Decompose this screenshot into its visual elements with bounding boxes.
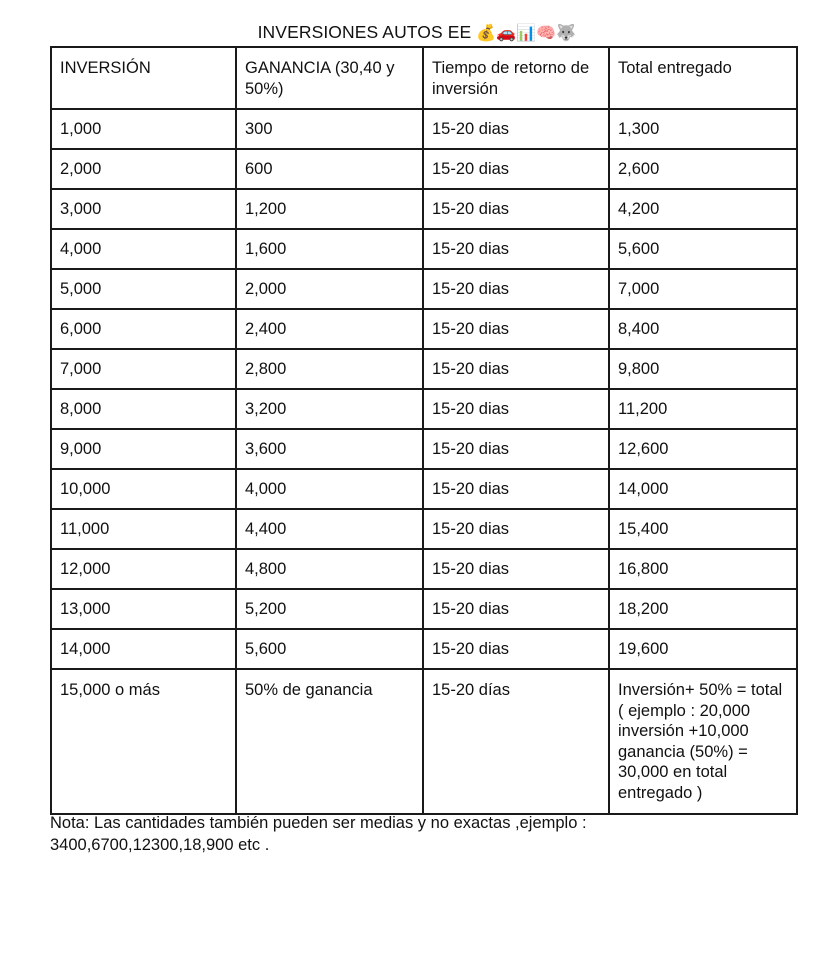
cell-ganancia: 2,000 (236, 269, 423, 309)
cell-total: 11,200 (609, 389, 797, 429)
cell-inversion: 2,000 (51, 149, 236, 189)
cell-total: 15,400 (609, 509, 797, 549)
cell-total: 16,800 (609, 549, 797, 589)
table-row (51, 109, 797, 149)
cell-ganancia: 2,800 (236, 349, 423, 389)
cell-tiempo: 15-20 dias (423, 149, 609, 189)
cell-total: 9,800 (609, 349, 797, 389)
cell-tiempo: 15-20 dias (423, 429, 609, 469)
cell-tiempo: 15-20 dias (423, 509, 609, 549)
cell-total: 19,600 (609, 629, 797, 669)
cell-ganancia: 1,600 (236, 229, 423, 269)
cell-ganancia: 5,200 (236, 589, 423, 629)
cell-ganancia: 3,600 (236, 429, 423, 469)
table-row (51, 309, 797, 349)
cell-inversion: 10,000 (51, 469, 236, 509)
cell-tiempo: 15-20 días (423, 669, 609, 814)
cell-inversion: 15,000 o más (51, 669, 236, 814)
table-row (51, 189, 797, 229)
header-inversion: INVERSIÓN (51, 47, 236, 109)
table-row (51, 629, 797, 669)
table-row (51, 469, 797, 509)
table-row (51, 389, 797, 429)
cell-total: 2,600 (609, 149, 797, 189)
cell-total: 1,300 (609, 109, 797, 149)
cell-inversion: 13,000 (51, 589, 236, 629)
cell-ganancia: 4,400 (236, 509, 423, 549)
cell-ganancia: 1,200 (236, 189, 423, 229)
cell-tiempo: 15-20 dias (423, 229, 609, 269)
cell-ganancia: 4,800 (236, 549, 423, 589)
cell-ganancia: 3,200 (236, 389, 423, 429)
money-bag-icon: 💰 (476, 25, 497, 42)
cell-inversion: 4,000 (51, 229, 236, 269)
cell-total: 8,400 (609, 309, 797, 349)
cell-total: 12,600 (609, 429, 797, 469)
cell-ganancia: 2,400 (236, 309, 423, 349)
cell-inversion: 9,000 (51, 429, 236, 469)
cell-inversion: 11,000 (51, 509, 236, 549)
header-total-entregado: Total entregado (609, 47, 797, 109)
cell-total: 5,600 (609, 229, 797, 269)
cell-tiempo: 15-20 dias (423, 389, 609, 429)
header-ganancia: GANANCIA (30,40 y 50%) (236, 47, 423, 109)
table-row (51, 589, 797, 629)
cell-ganancia: 600 (236, 149, 423, 189)
table-row (51, 149, 797, 189)
cell-inversion: 6,000 (51, 309, 236, 349)
investment-table (50, 46, 798, 815)
car-icon: 🚗 (496, 25, 517, 42)
cell-inversion: 1,000 (51, 109, 236, 149)
cell-tiempo: 15-20 dias (423, 549, 609, 589)
table-header-row (51, 47, 797, 109)
cell-total: 7,000 (609, 269, 797, 309)
footnote-line-2: 3400,6700,12300,18,900 etc . (50, 836, 270, 854)
table-row (51, 349, 797, 389)
cell-ganancia: 300 (236, 109, 423, 149)
wolf-icon: 🐺 (556, 25, 577, 42)
cell-tiempo: 15-20 dias (423, 629, 609, 669)
document-title (0, 21, 834, 45)
cell-total: 4,200 (609, 189, 797, 229)
cell-tiempo: 15-20 dias (423, 469, 609, 509)
cell-inversion: 5,000 (51, 269, 236, 309)
cell-total: Inversión+ 50% = total ( ejemplo : 20,000 inversión +10,000 ganancia (50%) = 30,000 en total entregado ) (609, 669, 797, 814)
cell-ganancia: 4,000 (236, 469, 423, 509)
table-row (51, 429, 797, 469)
table-row-15000-plus (51, 669, 797, 814)
bar-chart-icon: 📊 (516, 25, 537, 42)
table-row (51, 269, 797, 309)
table-row (51, 509, 797, 549)
cell-tiempo: 15-20 dias (423, 189, 609, 229)
footnote (50, 812, 810, 856)
cell-total: 18,200 (609, 589, 797, 629)
cell-inversion: 14,000 (51, 629, 236, 669)
cell-ganancia: 50% de ganancia (236, 669, 423, 814)
brain-icon: 🧠 (536, 25, 557, 42)
cell-inversion: 3,000 (51, 189, 236, 229)
cell-tiempo: 15-20 dias (423, 589, 609, 629)
cell-total: 14,000 (609, 469, 797, 509)
cell-tiempo: 15-20 dias (423, 109, 609, 149)
table-row (51, 229, 797, 269)
header-tiempo-retorno: Tiempo de retorno de inversión (423, 47, 609, 109)
title-text: INVERSIONES AUTOS EE (257, 22, 472, 42)
table-row (51, 549, 797, 589)
cell-ganancia: 5,600 (236, 629, 423, 669)
footnote-line-1: Nota: Las cantidades también pueden ser medias y no exactas ,ejemplo : (50, 814, 587, 832)
cell-inversion: 8,000 (51, 389, 236, 429)
cell-inversion: 12,000 (51, 549, 236, 589)
cell-tiempo: 15-20 dias (423, 309, 609, 349)
cell-tiempo: 15-20 dias (423, 269, 609, 309)
cell-inversion: 7,000 (51, 349, 236, 389)
cell-tiempo: 15-20 dias (423, 349, 609, 389)
